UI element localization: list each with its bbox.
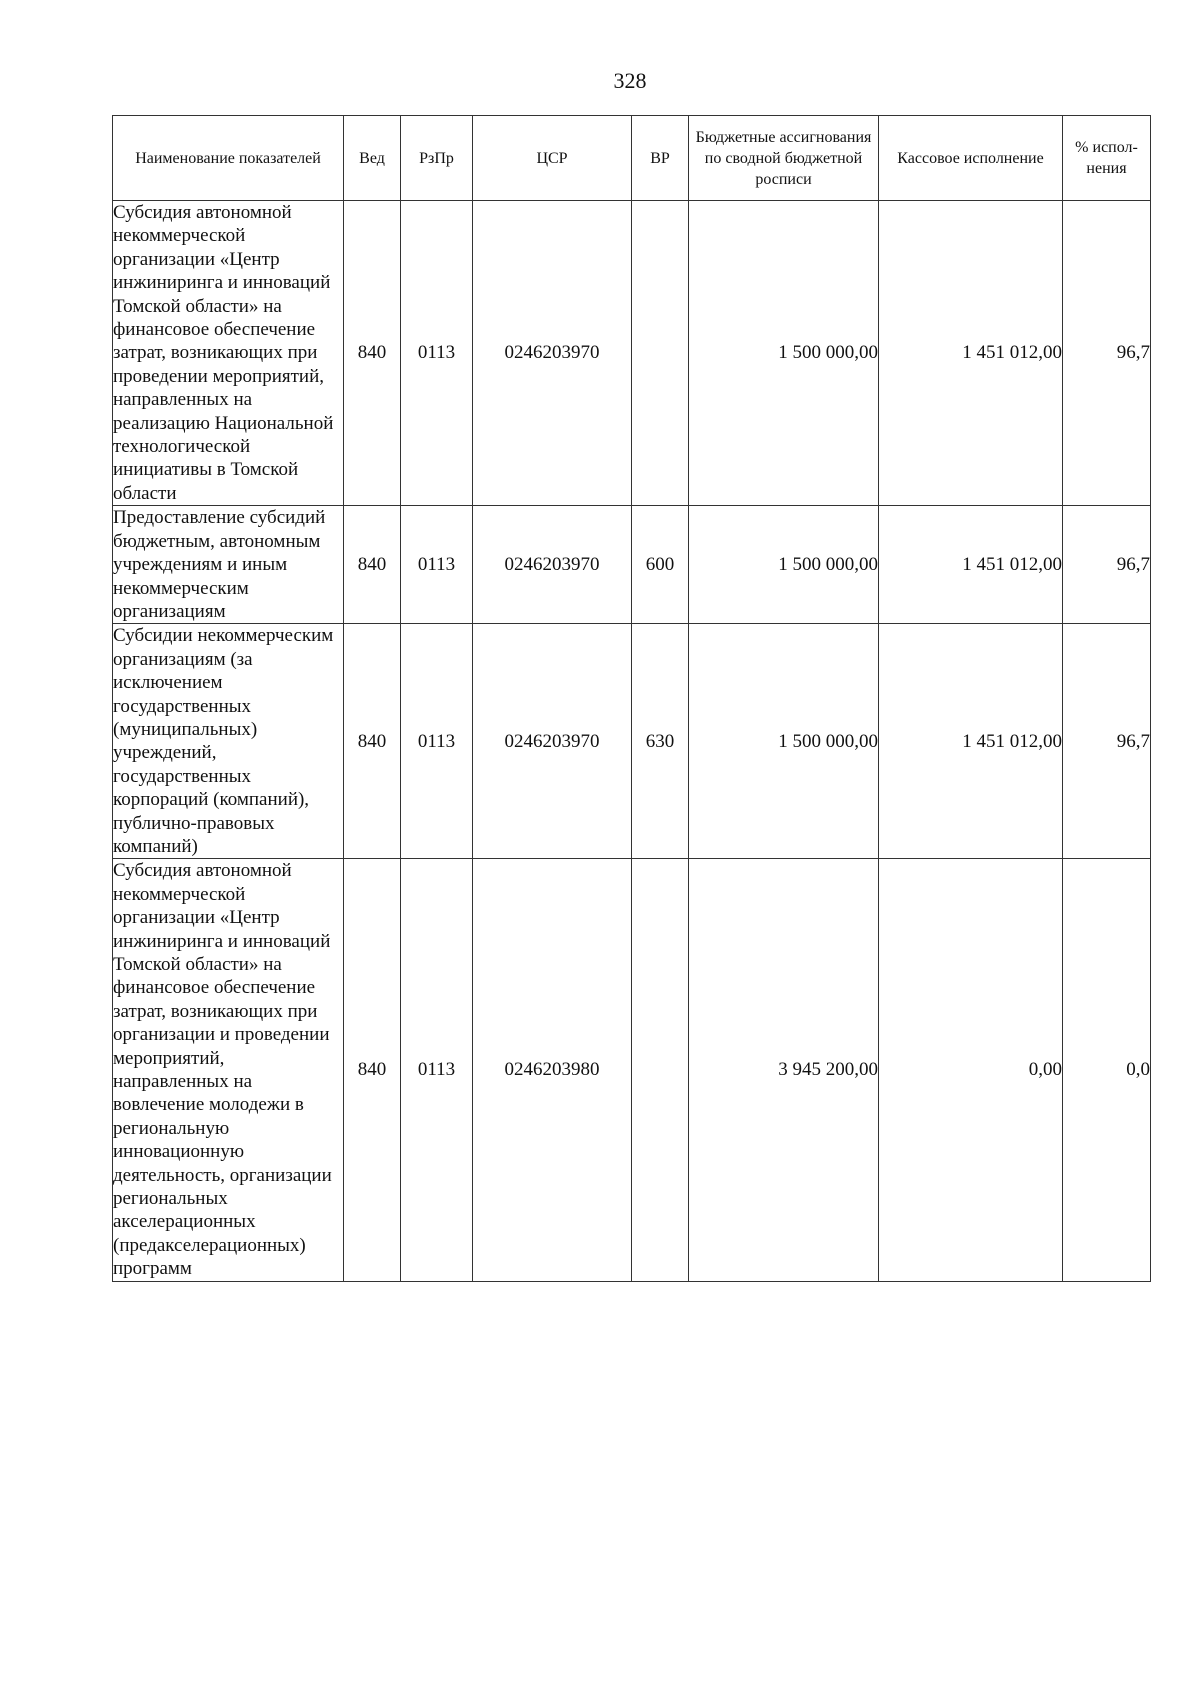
row-cash-execution: 1 451 012,00	[879, 201, 1063, 506]
header-rzpr: РзПр	[401, 116, 473, 201]
table-row	[113, 624, 1151, 859]
row-cash-execution: 1 451 012,00	[879, 624, 1063, 859]
row-execution-percent: 0,0	[1063, 859, 1151, 1281]
row-rzpr: 0113	[401, 201, 473, 506]
row-csr: 0246203980	[473, 859, 632, 1281]
row-ved: 840	[344, 201, 401, 506]
table-row	[113, 506, 1151, 624]
header-assignments: Бюджетные ассигнования по сводной бюджетной росписи	[689, 116, 879, 201]
row-csr: 0246203970	[473, 624, 632, 859]
row-execution-percent: 96,7	[1063, 506, 1151, 624]
header-execution-percent: % испол-нения	[1063, 116, 1151, 201]
row-csr: 0246203970	[473, 201, 632, 506]
header-name: Наименование показателей	[113, 116, 344, 201]
row-cash-execution: 1 451 012,00	[879, 506, 1063, 624]
header-csr: ЦСР	[473, 116, 632, 201]
header-cash-execution: Кассовое исполнение	[879, 116, 1063, 201]
row-ved: 840	[344, 506, 401, 624]
row-execution-percent: 96,7	[1063, 624, 1151, 859]
row-assignments: 1 500 000,00	[689, 506, 879, 624]
row-name: Предоставление субсидий бюджетным, автономным учреждениям и иным некоммерческим организациям	[113, 506, 344, 624]
row-ved: 840	[344, 624, 401, 859]
row-csr: 0246203970	[473, 506, 632, 624]
header-ved: Вед	[344, 116, 401, 201]
row-name: Субсидия автономной некоммерческой организации «Центр инжиниринга и инноваций Томской области» на финансовое обеспечение затрат, возникающих при организации и проведении мероприятий, направленных на вовлечение молодежи в региональную инновационную деятельность, организации региональных акселерационных (предакселерационных) программ	[113, 859, 344, 1281]
header-vr: ВР	[632, 116, 689, 201]
budget-table	[112, 115, 1151, 1282]
row-assignments: 3 945 200,00	[689, 859, 879, 1281]
row-name: Субсидии некоммерческим организациям (за исключением государственных (муниципальных) учреждений, государственных корпораций (компаний), публично-правовых компаний)	[113, 624, 344, 859]
page-number: 328	[613, 68, 647, 93]
row-cash-execution: 0,00	[879, 859, 1063, 1281]
row-ved: 840	[344, 859, 401, 1281]
row-assignments: 1 500 000,00	[689, 201, 879, 506]
row-execution-percent: 96,7	[1063, 201, 1151, 506]
row-vr	[632, 201, 689, 506]
row-rzpr: 0113	[401, 506, 473, 624]
row-rzpr: 0113	[401, 624, 473, 859]
table-row	[113, 859, 1151, 1281]
table-row	[113, 201, 1151, 506]
header-row	[113, 116, 1151, 201]
row-assignments: 1 500 000,00	[689, 624, 879, 859]
row-vr: 600	[632, 506, 689, 624]
row-rzpr: 0113	[401, 859, 473, 1281]
row-name: Субсидия автономной некоммерческой организации «Центр инжиниринга и инноваций Томской области» на финансовое обеспечение затрат, возникающих при проведении мероприятий, направленных на реализацию Национальной технологической инициативы в Томской области	[113, 201, 344, 506]
row-vr	[632, 859, 689, 1281]
row-vr: 630	[632, 624, 689, 859]
